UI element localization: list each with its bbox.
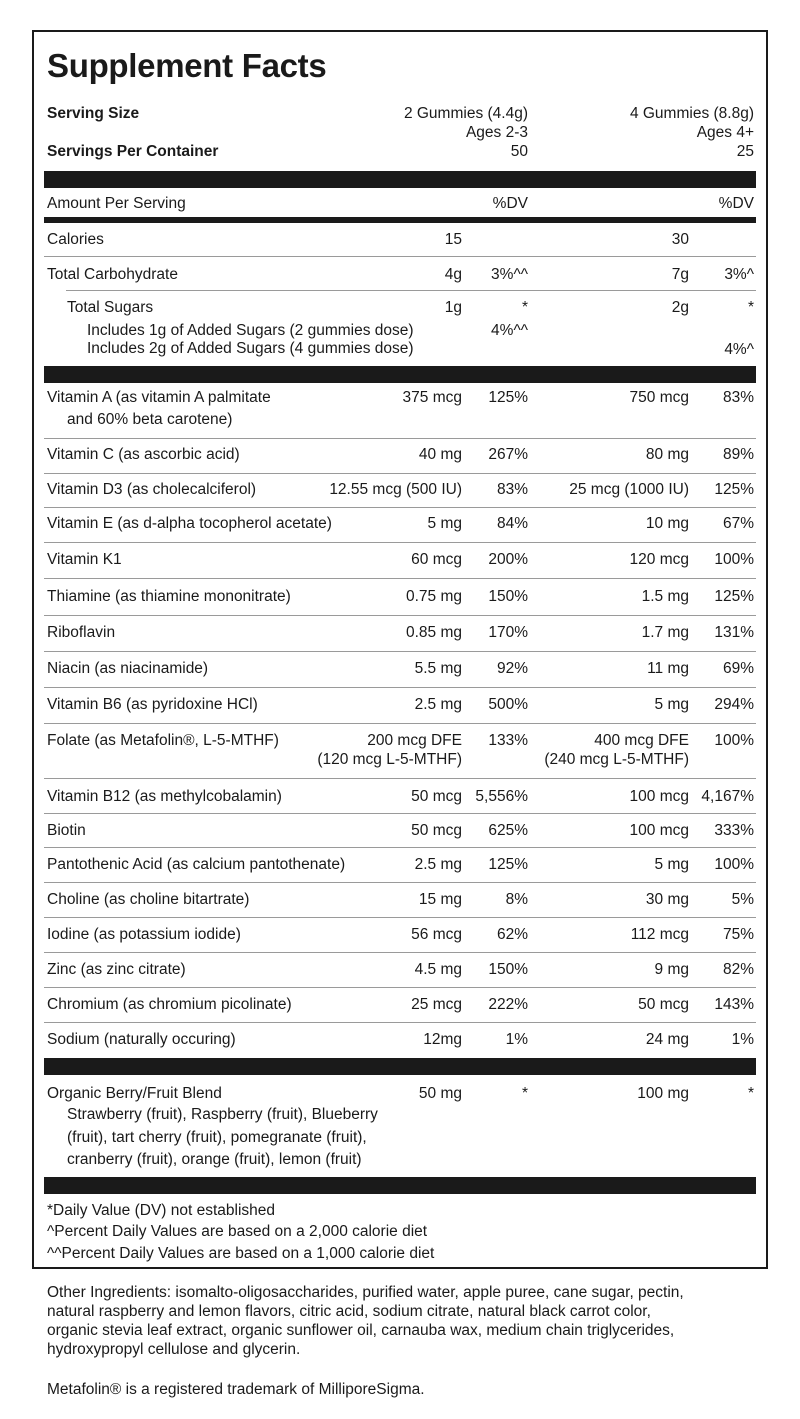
nutrient-amount-a: 40 mg <box>418 446 462 463</box>
nutrient-name: Pantothenic Acid (as calcium pantothenate) <box>47 856 346 873</box>
dv-header-a: %DV <box>492 195 528 212</box>
nutrient-amount-a: 0.75 mg <box>405 588 462 605</box>
nutrient-name: Iodine (as potassium iodide) <box>47 926 241 943</box>
total-sugars-a: 1g <box>444 299 462 316</box>
ages-a: Ages 2-3 <box>465 124 528 141</box>
nutrient-dv-a: 8% <box>505 891 528 908</box>
nutrient-amount-b: 80 mg <box>645 446 689 463</box>
dv-header-b: %DV <box>718 195 754 212</box>
nutrient-name: Vitamin B6 (as pyridoxine HCl) <box>47 696 258 713</box>
nutrient-dv-a: 150% <box>488 588 528 605</box>
thick-divider <box>44 171 756 188</box>
nutrient-name: Vitamin B12 (as methylcobalamin) <box>47 788 282 805</box>
nutrient-amount-a: 50 mcg <box>411 822 462 839</box>
nutrient-dv-a: 267% <box>488 446 528 463</box>
other-ingredients-line: organic stevia leaf extract, organic sunflower oil, carnauba wax, medium chain triglycerides, <box>47 1322 675 1339</box>
blend-dv-b: * <box>747 1085 754 1102</box>
row-divider <box>44 256 756 257</box>
nutrient-amount-a: 2.5 mg <box>414 696 462 713</box>
servings-per-container-a: 50 <box>510 143 528 160</box>
nutrient-amount-b: 1.7 mg <box>641 624 689 641</box>
nutrient-dv-b: 5% <box>731 891 754 908</box>
nutrient-amount-a: 4.5 mg <box>414 961 462 978</box>
blend-b: 100 mg <box>637 1085 689 1102</box>
nutrient-dv-b: 75% <box>722 926 754 943</box>
nutrient-amount-b: 750 mcg <box>629 389 689 406</box>
nutrient-amount-a: 50 mcg <box>411 788 462 805</box>
nutrient-amount-b: 100 mcg <box>629 822 689 839</box>
row-divider <box>44 723 756 724</box>
total-carb-dv-b: 3%^ <box>724 266 754 283</box>
nutrient-amount-a: 5.5 mg <box>414 660 462 677</box>
nutrient-dv-b: 333% <box>714 822 754 839</box>
row-divider <box>44 987 756 988</box>
nutrient-name: Folate (as Metafolin®, L-5-MTHF) <box>47 732 279 749</box>
nutrient-amount-b: 112 mcg <box>630 926 689 943</box>
other-ingredients-line: natural raspberry and lemon flavors, citric acid, sodium citrate, natural black carrot color, <box>47 1303 651 1320</box>
nutrient-amount-a: 375 mcg <box>402 389 462 406</box>
row-divider <box>44 473 756 474</box>
nutrient-dv-a: 5,556% <box>475 788 528 805</box>
blend-ingredients-line: Strawberry (fruit), Raspberry (fruit), Blueberry <box>67 1106 378 1123</box>
added-sugars-2-gummies-dv: 4%^^ <box>491 322 528 339</box>
nutrient-dv-b: 100% <box>714 551 754 568</box>
nutrient-amount-b: 30 mg <box>645 891 689 908</box>
nutrient-dv-a: 83% <box>496 481 528 498</box>
nutrient-name: Riboflavin <box>47 624 116 641</box>
nutrient-amount-b: 50 mcg <box>638 996 689 1013</box>
nutrient-dv-a: 222% <box>488 996 528 1013</box>
row-divider <box>44 1022 756 1023</box>
nutrient-name: Niacin (as niacinamide) <box>47 660 209 677</box>
nutrient-dv-a: 625% <box>488 822 528 839</box>
blend-dv-a: * <box>521 1085 528 1102</box>
nutrient-dv-b: 100% <box>714 732 754 749</box>
row-divider <box>44 687 756 688</box>
nutrient-dv-a: 500% <box>488 696 528 713</box>
nutrient-dv-a: 170% <box>488 624 528 641</box>
nutrient-amount-a: 56 mcg <box>411 926 462 943</box>
nutrient-amount-b: 400 mcg DFE <box>594 732 689 749</box>
serving-size-a: 2 Gummies (4.4g) <box>403 105 528 122</box>
nutrient-amount-a: 5 mg <box>427 515 462 532</box>
nutrient-dv-b: 143% <box>714 996 754 1013</box>
blend-ingredients-line: cranberry (fruit), orange (fruit), lemon (fruit) <box>67 1151 362 1168</box>
nutrient-name: Vitamin E (as d-alpha tocopherol acetate) <box>47 515 332 532</box>
servings-per-container-b: 25 <box>736 143 754 160</box>
nutrient-name: Thiamine (as thiamine mononitrate) <box>47 588 291 605</box>
nutrient-amount-b: 100 mcg <box>629 788 689 805</box>
nutrient-amount-a: 60 mcg <box>411 551 462 568</box>
trademark-note: Metafolin® is a registered trademark of MilliporeSigma. <box>47 1381 425 1398</box>
row-divider <box>44 917 756 918</box>
row-divider <box>44 952 756 953</box>
nutrient-dv-a: 1% <box>505 1031 528 1048</box>
total-carb-a: 4g <box>444 266 462 283</box>
footnote: ^^Percent Daily Values are based on a 1,000 calorie diet <box>47 1245 435 1262</box>
medium-divider <box>44 217 756 223</box>
blend-name: Organic Berry/Fruit Blend <box>47 1085 222 1102</box>
nutrient-amount-a: 12mg <box>423 1031 462 1048</box>
ages-b: Ages 4+ <box>696 124 754 141</box>
added-sugars-2-gummies: Includes 1g of Added Sugars (2 gummies dose) <box>87 322 414 339</box>
nutrient-name: Vitamin K1 <box>47 551 122 568</box>
row-divider <box>44 882 756 883</box>
added-sugars-4-gummies: Includes 2g of Added Sugars (4 gummies dose) <box>87 340 414 357</box>
nutrient-dv-b: 82% <box>722 961 754 978</box>
nutrient-name: Vitamin C (as ascorbic acid) <box>47 446 240 463</box>
nutrient-amount-b: 120 mcg <box>629 551 689 568</box>
amount-per-serving-label: Amount Per Serving <box>47 195 186 212</box>
nutrient-amount-a: 15 mg <box>418 891 462 908</box>
nutrient-amount-a: 25 mcg <box>411 996 462 1013</box>
other-ingredients-line: hydroxypropyl cellulose and glycerin. <box>47 1341 301 1358</box>
total-carb-dv-a: 3%^^ <box>491 266 528 283</box>
servings-per-container-label: Servings Per Container <box>47 143 219 160</box>
serving-size-b: 4 Gummies (8.8g) <box>629 105 754 122</box>
total-sugars-b: 2g <box>671 299 689 316</box>
row-divider <box>44 651 756 652</box>
nutrient-dv-a: 125% <box>488 389 528 406</box>
thick-divider <box>44 1177 756 1194</box>
total-carb-label: Total Carbohydrate <box>47 266 178 283</box>
nutrient-amount-a: 12.55 mcg (500 IU) <box>329 481 462 498</box>
nutrient-dv-b: 69% <box>722 660 754 677</box>
blend-ingredients-line: (fruit), tart cherry (fruit), pomegranate (fruit), <box>67 1129 367 1146</box>
nutrient-dv-a: 84% <box>496 515 528 532</box>
nutrient-dv-b: 294% <box>714 696 754 713</box>
nutrient-name: Sodium (naturally occuring) <box>47 1031 236 1048</box>
row-divider <box>44 847 756 848</box>
nutrient-dv-b: 1% <box>731 1031 754 1048</box>
nutrient-dv-a: 62% <box>496 926 528 943</box>
nutrient-amount-b: 9 mg <box>654 961 689 978</box>
nutrient-name: Zinc (as zinc citrate) <box>47 961 186 978</box>
nutrient-dv-b: 131% <box>714 624 754 641</box>
nutrient-dv-b: 67% <box>722 515 754 532</box>
panel-title: Supplement Facts <box>47 47 327 84</box>
other-ingredients-line: Other Ingredients: isomalto-oligosaccharides, purified water, apple puree, cane sugar, pectin, <box>47 1284 684 1301</box>
total-carb-b: 7g <box>671 266 689 283</box>
nutrient-name-cont: and 60% beta carotene) <box>67 411 233 428</box>
nutrient-dv-b: 125% <box>714 588 754 605</box>
nutrient-amount-b: 5 mg <box>654 696 689 713</box>
nutrient-name: Chromium (as chromium picolinate) <box>47 996 292 1013</box>
nutrient-amount-b: 10 mg <box>645 515 689 532</box>
nutrient-name: Vitamin A (as vitamin A palmitate <box>47 389 271 406</box>
nutrient-name: Vitamin D3 (as cholecalciferol) <box>47 481 257 498</box>
nutrient-amount-b: 25 mcg (1000 IU) <box>569 481 689 498</box>
nutrient-dv-b: 89% <box>722 446 754 463</box>
row-divider <box>44 542 756 543</box>
calories-a: 15 <box>444 231 462 248</box>
nutrient-name: Biotin <box>47 822 86 839</box>
nutrient-amount-a: 200 mcg DFE <box>367 732 462 749</box>
row-divider <box>44 507 756 508</box>
total-sugars-label: Total Sugars <box>67 299 154 316</box>
nutrient-dv-b: 83% <box>722 389 754 406</box>
nutrient-dv-a: 150% <box>488 961 528 978</box>
row-divider <box>66 290 756 291</box>
nutrient-amount-b-detail: (240 mcg L-5-MTHF) <box>544 751 689 768</box>
calories-b: 30 <box>671 231 689 248</box>
supplement-facts-panel <box>32 30 768 1269</box>
nutrient-dv-b: 100% <box>714 856 754 873</box>
nutrient-dv-b: 125% <box>714 481 754 498</box>
total-sugars-dv-a: * <box>521 299 528 316</box>
nutrient-amount-b: 5 mg <box>654 856 689 873</box>
row-divider <box>44 615 756 616</box>
nutrient-amount-a: 0.85 mg <box>405 624 462 641</box>
nutrient-dv-a: 92% <box>496 660 528 677</box>
added-sugars-4-gummies-dv: 4%^ <box>724 341 754 358</box>
nutrient-dv-a: 133% <box>488 732 528 749</box>
thick-divider <box>44 1058 756 1075</box>
row-divider <box>44 813 756 814</box>
blend-a: 50 mg <box>418 1085 462 1102</box>
footnote: ^Percent Daily Values are based on a 2,000 calorie diet <box>47 1223 428 1240</box>
thick-divider <box>44 366 756 383</box>
nutrient-name: Choline (as choline bitartrate) <box>47 891 250 908</box>
nutrient-amount-a-detail: (120 mcg L-5-MTHF) <box>317 751 462 768</box>
nutrient-amount-b: 1.5 mg <box>641 588 689 605</box>
row-divider <box>44 778 756 779</box>
nutrient-dv-a: 125% <box>488 856 528 873</box>
calories-label: Calories <box>47 231 104 248</box>
nutrient-amount-b: 11 mg <box>647 660 689 677</box>
nutrient-amount-b: 24 mg <box>645 1031 689 1048</box>
row-divider <box>44 438 756 439</box>
serving-size-label: Serving Size <box>47 105 140 122</box>
nutrient-dv-a: 200% <box>488 551 528 568</box>
nutrient-amount-a: 2.5 mg <box>414 856 462 873</box>
total-sugars-dv-b: * <box>747 299 754 316</box>
row-divider <box>44 578 756 579</box>
nutrient-dv-b: 4,167% <box>701 788 754 805</box>
footnote: *Daily Value (DV) not established <box>47 1202 276 1219</box>
